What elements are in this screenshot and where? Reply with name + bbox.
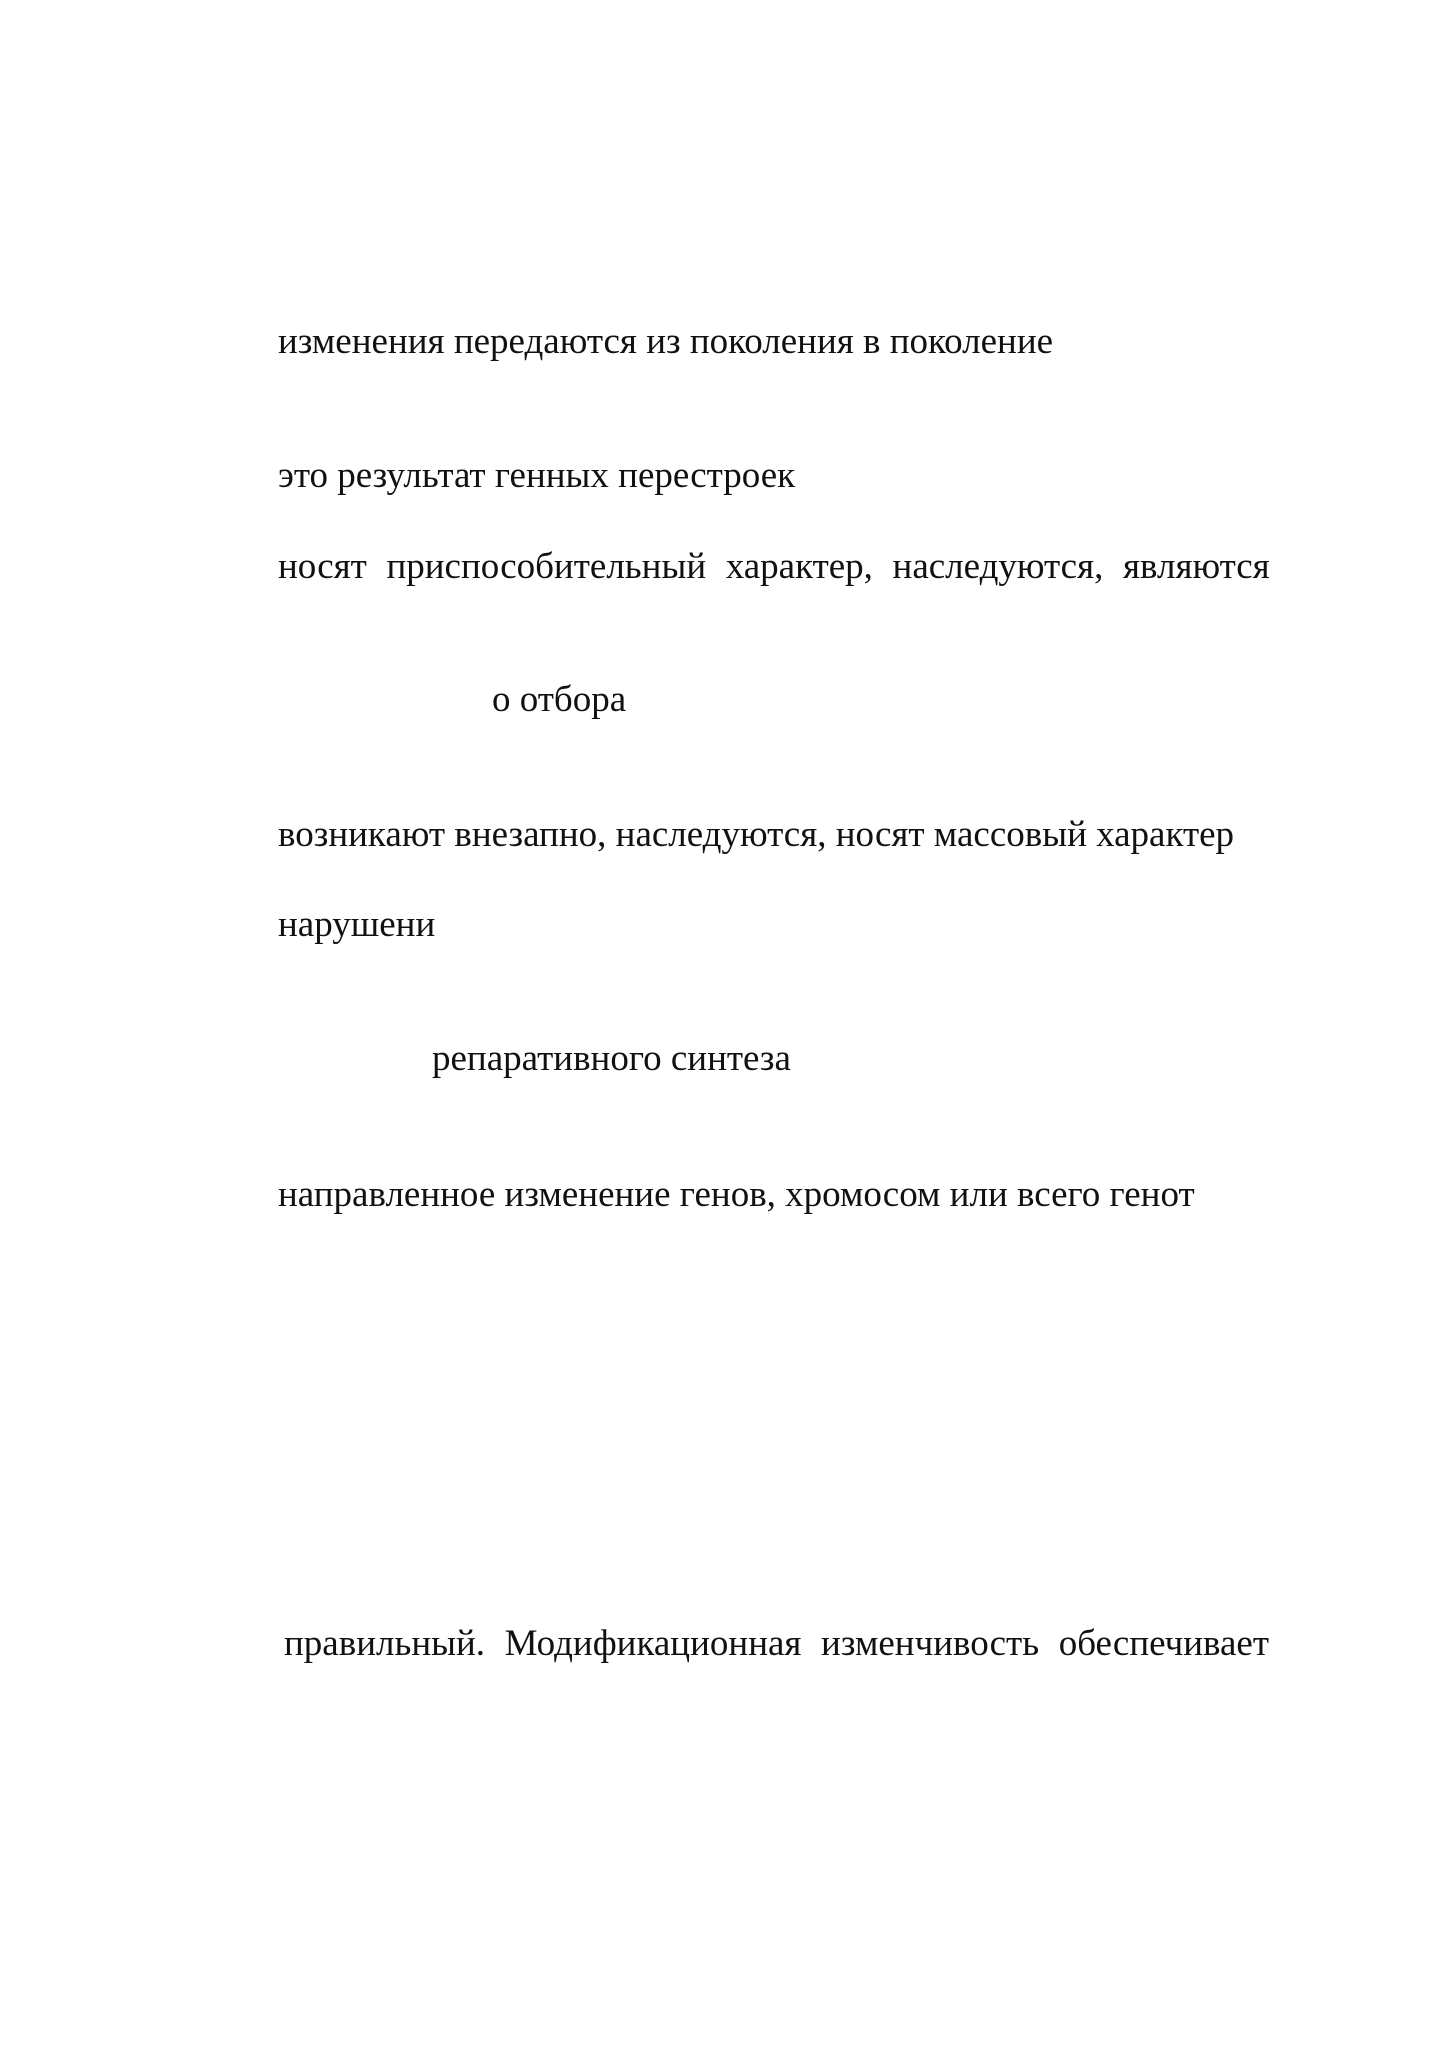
text-line-9: правильный. Модификационная изменчивость обеспечивает <box>284 1623 1270 1664</box>
text-line-5: возникают внезапно, наследуются, носят массовый характер <box>278 814 1235 855</box>
text-line-2: это результат генных перестроек <box>278 455 796 496</box>
text-line-3: носят приспособительный характер, наследуются, являются <box>278 546 1270 587</box>
text-line-1: изменения передаются из поколения в поколение <box>278 321 1054 362</box>
text-line-8: направленное изменение генов, хромосом или всего генот <box>278 1174 1195 1215</box>
text-line-4: о отбора <box>492 679 627 720</box>
text-line-7: репаративного синтеза <box>432 1038 791 1079</box>
text-line-6: нарушени <box>278 904 436 945</box>
